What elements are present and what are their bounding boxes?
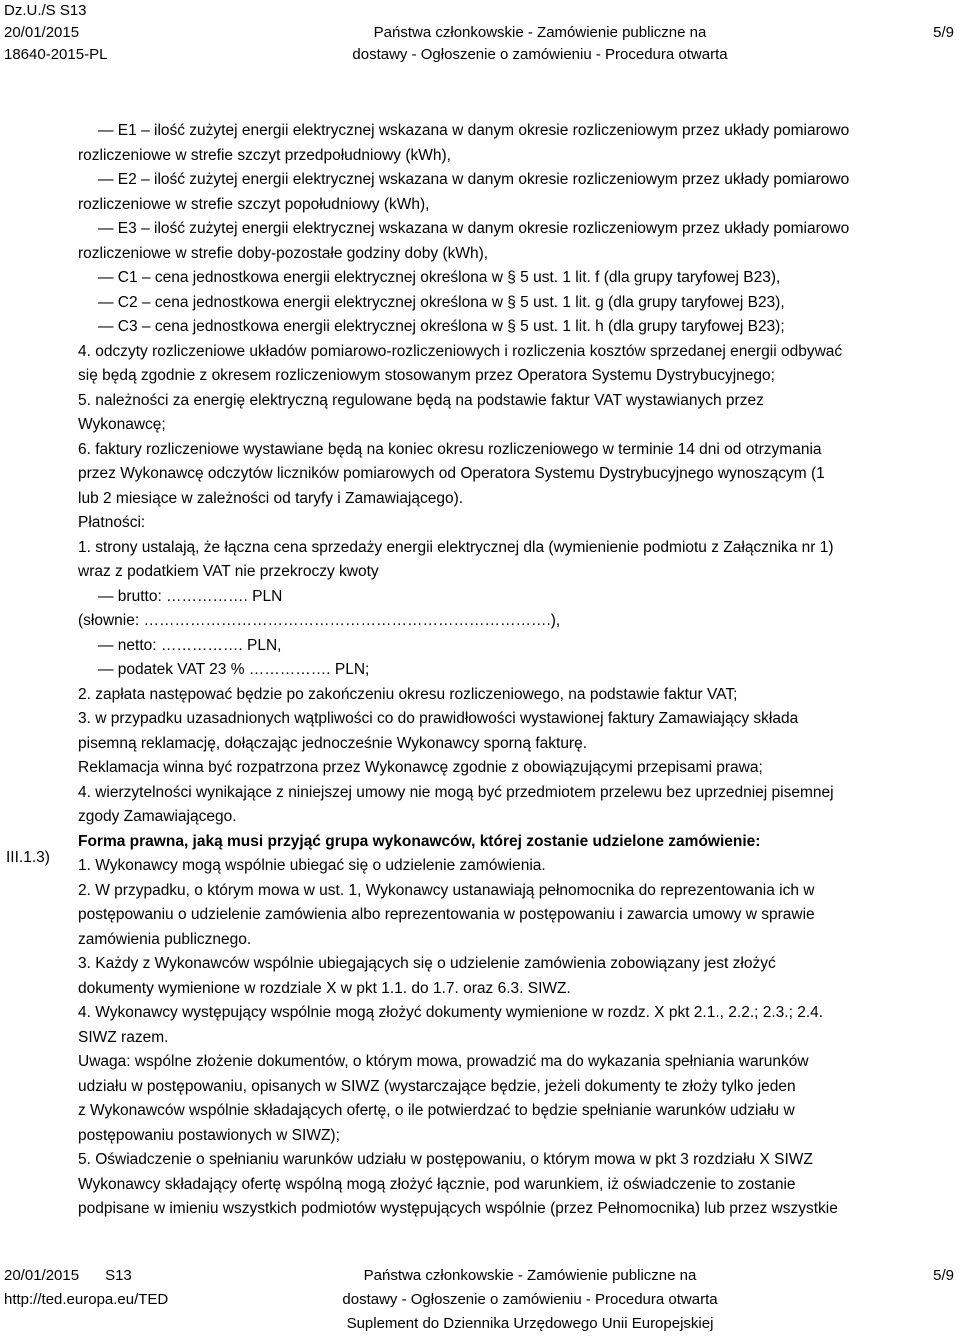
section-text-line: z Wykonawców wspólnie składających ofertę, o ile potwierdzać to będzie spełnianie warunków udziału w (78, 1102, 795, 1119)
text-line: 5. należności za energię elektryczną regulowane będą na podstawie faktur VAT wystawianych przez (78, 391, 764, 409)
section-heading: Forma prawna, jaką musi przyjąć grupa wykonawców, której zostanie udzielone zamówienie: (78, 832, 761, 850)
text-line: — E1 – ilość zużytej energii elektrycznej wskazana w danym okresie rozliczeniowym przez układy pomiarowo (98, 122, 850, 139)
text-line: Płatności: (78, 514, 146, 531)
text-line: 3. w przypadku uzasadnionych wątpliwości co do prawidłowości wystawionej faktury Zamawiający składa (78, 710, 799, 727)
text-line: — podatek VAT 23 % ……………. PLN; (98, 661, 370, 678)
footer-date: 20/01/2015 (4, 1267, 80, 1284)
journal-reference: Dz.U./S S13 (4, 2, 87, 19)
document-body (78, 119, 950, 1222)
section-text-line: Uwaga: wspólne złożenie dokumentów, o którym mowa, prowadzić ma do wykazania spełniania warunków (78, 1053, 809, 1070)
section-text-line: 3. Każdy z Wykonawców wspólnie ubiegających się o udzielenie zamówienia zobowiązany jest złożyć (78, 955, 776, 972)
text-line: (słownie: …………………………………………………………………….), (78, 612, 561, 629)
footer-url[interactable]: http://ted.europa.eu/TED (4, 1291, 169, 1308)
text-line: Reklamacja winna być rozpatrzona przez Wykonawcę zgodnie z obowiązującymi przepisami prawa; (78, 759, 763, 776)
footer-title (300, 1264, 760, 1336)
section-text-line: dokumenty wymienione w rozdziale X w pkt 1.1. do 1.7. oraz 6.3. SIWZ. (78, 979, 571, 997)
text-line: 2. zapłata następować będzie po zakończeniu okresu rozliczeniowego, na podstawie faktur VAT; (78, 685, 738, 703)
page-footer (0, 1264, 960, 1334)
text-line: — netto: ……………. PLN, (98, 636, 282, 654)
text-line: 4. wierzytelności wynikające z niniejszej umowy nie mogą być przedmiotem przelewu bez uprzedniej pisemnej (78, 783, 834, 801)
section-text-line: 1. Wykonawcy mogą wspólnie ubiegać się o udzielenie zamówienia. (78, 857, 546, 874)
text-line: — C3 – cena jednostkowa energii elektrycznej określona w § 5 ust. 1 lit. h (dla grupy taryfowej B23); (98, 318, 785, 335)
header-title-line2: dostawy - Ogłoszenie o zamówieniu - Procedura otwarta (352, 46, 728, 63)
section-number: III.1.3) (6, 849, 50, 866)
text-line: przez Wykonawcę odczytów liczników pomiarowych od Operatora Systemu Dystrybucyjnego wynoszącym (1 (78, 465, 825, 482)
footer-title-line1: Państwa członkowskie - Zamówienie publiczne na (363, 1267, 697, 1284)
text-line: 4. odczyty rozliczeniowe układów pomiarowo-rozliczeniowych i rozliczenia kosztów sprzedanej energii odbywać (78, 342, 843, 360)
header-page-number: 5/9 (933, 24, 954, 41)
header-title-line1: Państwa członkowskie - Zamówienie publiczne na (373, 24, 707, 41)
text-line: rozliczeniowe w strefie szczyt popołudniowy (kWh), (78, 195, 430, 213)
text-line: — C1 – cena jednostkowa energii elektrycznej określona w § 5 ust. 1 lit. f (dla grupy taryfowej B23), (98, 269, 781, 286)
text-line: 1. strony ustalają, że łączna cena sprzedaży energii elektrycznej dla (wymienienie podmiotu z Załącznika nr 1) (78, 538, 834, 556)
header-date: 20/01/2015 (4, 24, 80, 41)
text-line: — E3 – ilość zużytej energii elektrycznej wskazana w danym okresie rozliczeniowym przez układy pomiarowo (98, 220, 850, 237)
section-text-line: zamówienia publicznego. (78, 930, 252, 948)
text-line: zgody Zamawiającego. (78, 808, 237, 825)
section-text-line: postępowaniu postawionych w SIWZ); (78, 1126, 340, 1144)
section-text-line: postępowaniu o udzielenie zamówienia albo reprezentowania w postępowaniu i zawarcia umowy w sprawie (78, 906, 815, 923)
header-title (320, 0, 760, 66)
document-id: 18640-2015-PL (4, 46, 108, 63)
text-line: rozliczeniowe w strefie doby-pozostałe godziny doby (kWh), (78, 244, 489, 262)
footer-page-number: 5/9 (933, 1267, 954, 1284)
text-line: Wykonawcę; (78, 416, 166, 433)
section-text-line: 5. Oświadczenie o spełnianiu warunków udziału w postępowaniu, o którym mowa w pkt 3 rozdziału X SIWZ (78, 1151, 813, 1168)
footer-series: S13 (105, 1267, 132, 1284)
section-text-line: podpisane w imieniu wszystkich podmiotów występujących wspólnie (przez Pełnomocnika) lub przez wszystkie (78, 1200, 838, 1217)
section-text-line: 4. Wykonawcy występujący wspólnie mogą złożyć dokumenty wymienione w rozdz. X pkt 2.1., 2.2.; 2.3.; 2.4. (78, 1004, 824, 1021)
text-line: się będą zgodnie z okresem rozliczeniowym stosowanym przez Operatora Systemu Dystrybucyjnego; (78, 367, 775, 384)
header-left (4, 0, 107, 66)
text-line: rozliczeniowe w strefie szczyt przedpołudniowy (kWh), (78, 146, 451, 164)
text-line: wraz z podatkiem VAT nie przekroczy kwoty (78, 563, 379, 580)
footer-title-line2: dostawy - Ogłoszenie o zamówieniu - Procedura otwarta (342, 1291, 718, 1308)
text-line: lub 2 miesiące w zależności od taryfy i Zamawiającego). (78, 489, 464, 507)
section-text-line: 2. W przypadku, o którym mowa w ust. 1, Wykonawcy ustanawiają pełnomocnika do reprezentowania ich w (78, 881, 815, 899)
section-text-line: udziału w postępowaniu, opisanych w SIWZ (wystarczające będzie, jeżeli dokumenty te złoży tylko jeden (78, 1077, 796, 1095)
text-line: — C2 – cena jednostkowa energii elektrycznej określona w § 5 ust. 1 lit. g (dla grupy taryfowej B23), (98, 293, 785, 311)
section-text-line: SIWZ razem. (78, 1028, 169, 1046)
section-text-line: Wykonawcy składający ofertę wspólną mogą złożyć łącznie, pod warunkiem, iż oświadczenie to zostanie (78, 1175, 796, 1193)
footer-left (4, 1264, 168, 1312)
text-line: — brutto: ……………. PLN (98, 587, 283, 605)
footer-title-line3: Suplement do Dziennika Urzędowego Unii Europejskiej (346, 1315, 714, 1332)
page-header (0, 0, 960, 75)
text-line: pisemną reklamację, dołączając jednocześnie Wykonawcy sporną fakturę. (78, 734, 588, 752)
text-line: — E2 – ilość zużytej energii elektrycznej wskazana w danym okresie rozliczeniowym przez układy pomiarowo (98, 171, 850, 188)
text-line: 6. faktury rozliczeniowe wystawiane będą na koniec okresu rozliczeniowego w terminie 14 dni od otrzymania (78, 440, 822, 458)
